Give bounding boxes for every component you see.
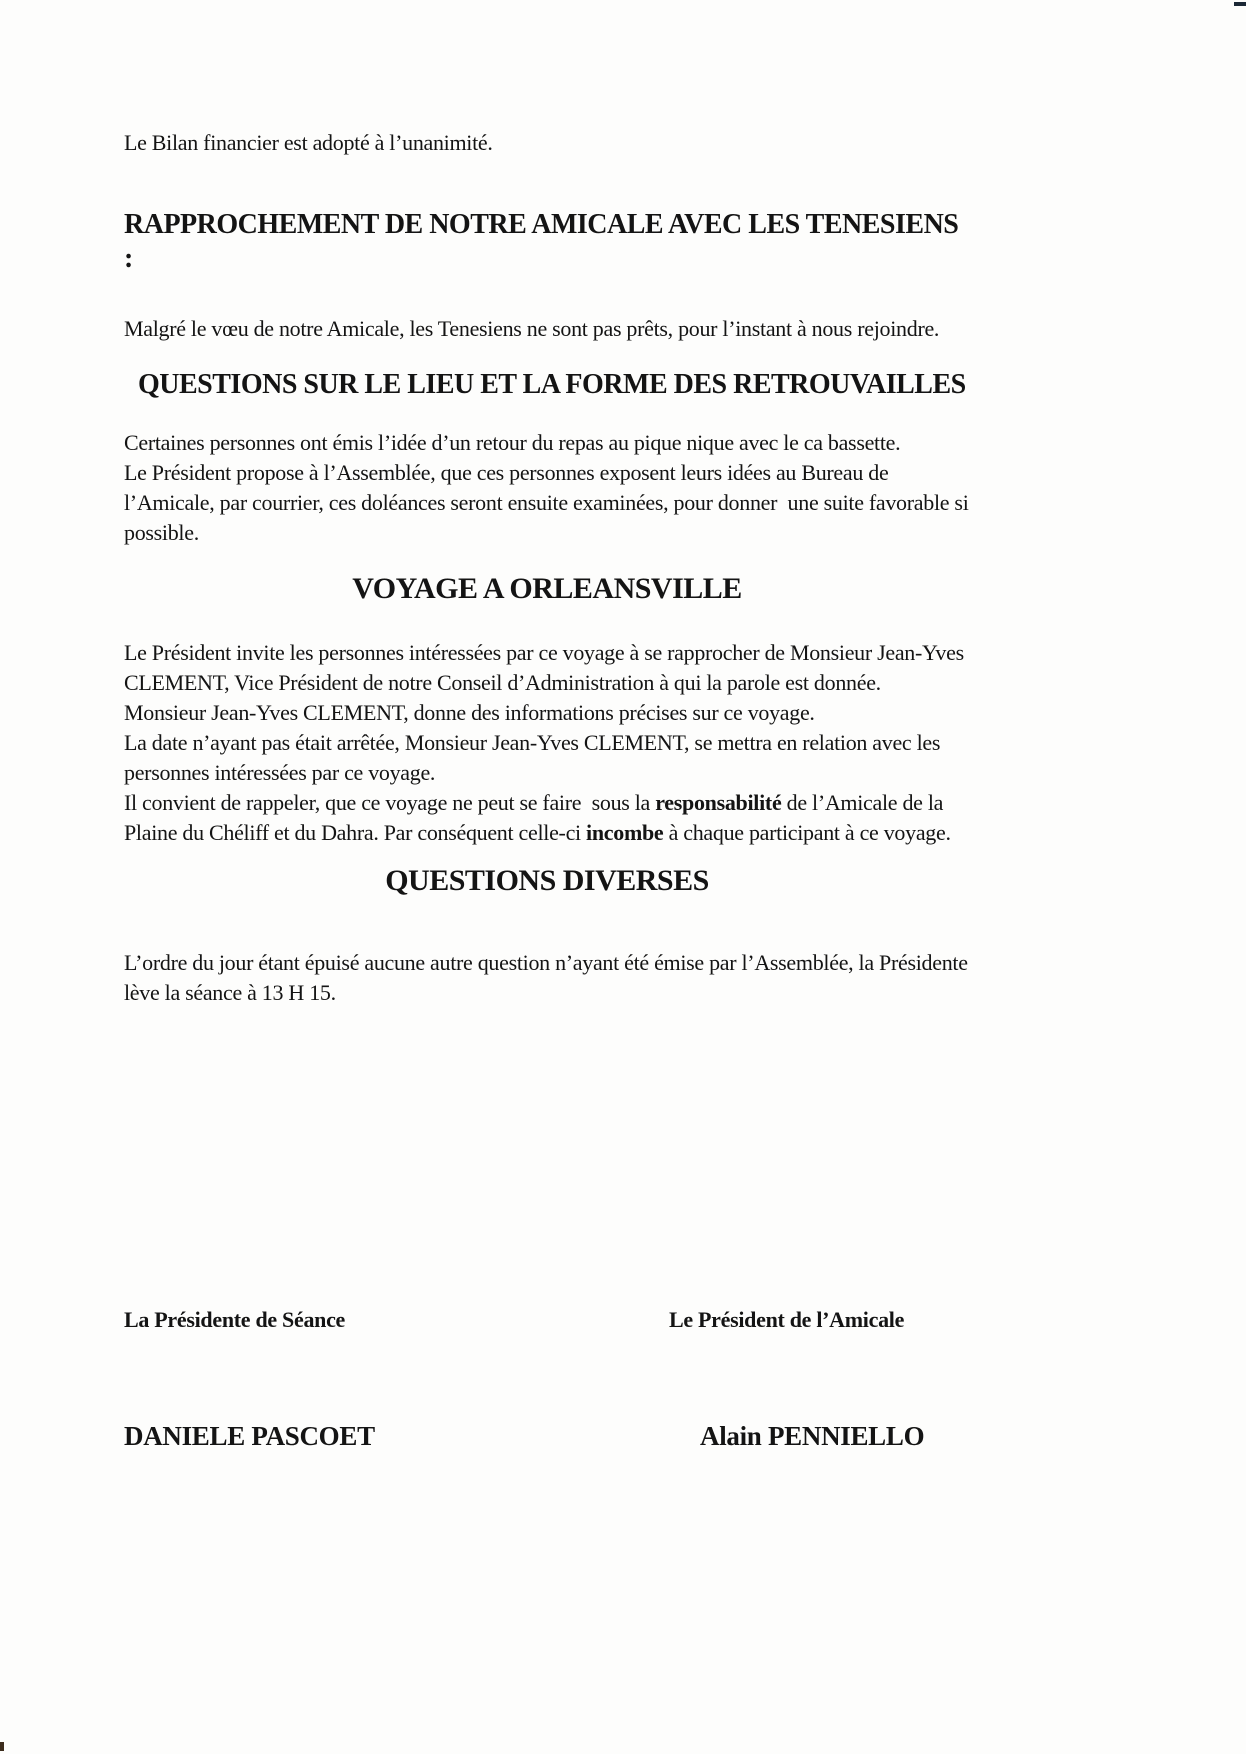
intro-paragraph: Le Bilan financier est adopté à l’unanimité. xyxy=(124,130,493,155)
voyage-paragraph-2: Monsieur Jean-Yves CLEMENT, donne des informations précises sur ce voyage. xyxy=(124,700,815,725)
voyage-paragraph-4-bold-responsabilite: responsabilité xyxy=(655,790,782,815)
voyage-paragraph-4-text-1: Il convient de rappeler, que ce voyage ne peut se faire sous la xyxy=(124,790,656,815)
scan-artifact-top-right xyxy=(1234,2,1246,6)
questions-diverses-paragraph: L’ordre du jour étant épuisé aucune autre question n’ayant été émise par l’Assemblée, la Présidente lève la séance à 13 H 15. xyxy=(124,950,984,1005)
signature-name-right-cell xyxy=(700,1420,970,1452)
heading-questions-diverses: QUESTIONS DIVERSES xyxy=(385,864,709,897)
presidente-seance-name: DANIELE PASCOET xyxy=(124,1421,375,1451)
document-content xyxy=(124,0,984,1452)
rapprochement-paragraph: Malgré le vœu de notre Amicale, les Tenesiens ne sont pas prêts, pour l’instant à nous rejoindre. xyxy=(124,316,940,341)
voyage-paragraph-4-bold-incombe: incombe xyxy=(586,820,664,845)
heading-rapprochement: RAPPROCHEMENT DE NOTRE AMICALE AVEC LES TENESIENS : xyxy=(124,209,959,274)
voyage-paragraph-4-text-3: à chaque participant à ce voyage. xyxy=(663,820,951,845)
voyage-paragraph-4 xyxy=(124,788,970,848)
signature-name-left-cell xyxy=(124,1420,700,1452)
voyage-paragraph-3: La date n’ayant pas était arrêtée, Monsieur Jean-Yves CLEMENT, se mettra en relation avec les personnes intéressées par ce voyage. xyxy=(124,730,946,785)
presidente-seance-title: La Présidente de Séance xyxy=(124,1307,346,1332)
president-amicale-name: Alain PENNIELLO xyxy=(700,1421,925,1451)
signature-titles-row xyxy=(124,1306,970,1334)
voyage-paragraph-4-text-2: de l’Amicale de la Plaine du Chéliff et du Dahra. Par conséquent celle-ci xyxy=(124,790,949,845)
questions-lieu-paragraph-2: Le Président propose à l’Assemblée, que ces personnes exposent leurs idées au Bureau de l’Amicale, par courrier, ces doléances seront ensuite examinées, pour donner une suite favorable si possible. xyxy=(124,460,974,545)
heading-questions-lieu: QUESTIONS SUR LE LIEU ET LA FORME DES RETROUVAILLES xyxy=(138,369,966,400)
signature-title-right-cell xyxy=(669,1306,970,1334)
heading-voyage: VOYAGE A ORLEANSVILLE xyxy=(352,572,742,605)
scan-artifact-bottom-left xyxy=(0,1742,4,1751)
president-amicale-title: Le Président de l’Amicale xyxy=(669,1307,905,1332)
signature-title-left-cell xyxy=(124,1306,669,1334)
questions-lieu-paragraph-1: Certaines personnes ont émis l’idée d’un retour du repas au pique nique avec le ca bassette. xyxy=(124,430,901,455)
signature-names-row xyxy=(124,1420,970,1452)
voyage-paragraph-1: Le Président invite les personnes intéressées par ce voyage à se rapprocher de Monsieur Jean-Yves CLEMENT, Vice Président de notre Conseil d’Administration à qui la parole est donnée. xyxy=(124,640,970,695)
